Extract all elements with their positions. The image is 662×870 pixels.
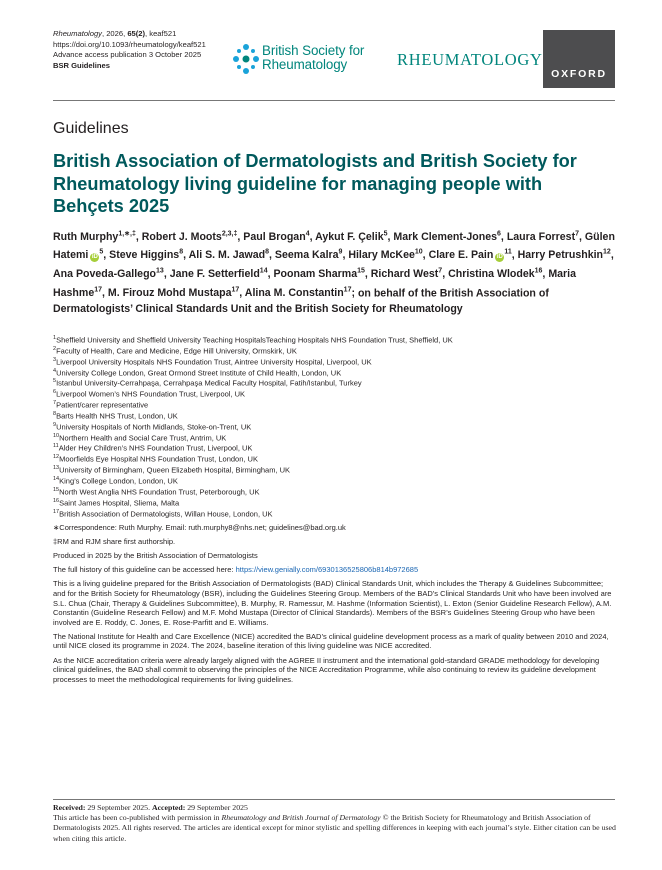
author-separator: ,	[500, 230, 507, 243]
affiliation-item	[53, 453, 613, 464]
author-separator: ,	[102, 287, 108, 300]
author-affiliation-marker: 10	[414, 248, 423, 256]
author-name: Alina M. Constantin	[244, 287, 344, 300]
affiliation-item	[53, 367, 613, 378]
produced-note: Produced in 2025 by the British Association of Dermatologists	[53, 551, 258, 561]
affiliation-item	[53, 399, 613, 410]
affiliation-item	[53, 377, 613, 388]
affiliation-item	[53, 410, 613, 421]
author-name: M. Firouz Mohd Mustapa	[107, 287, 232, 300]
history-link[interactable]: https://view.genially.com/6930136525806b814b972685	[235, 565, 419, 575]
author-name: Poonam Sharma	[273, 268, 358, 281]
affiliation-item	[53, 345, 613, 356]
affiliation-text: Liverpool University Hospitals NHS Foundation Trust, Aintree University Hospital, Liverpool, UK	[56, 357, 372, 367]
author-separator: ,	[387, 230, 394, 243]
author-affiliation-marker: 5	[383, 230, 388, 237]
author-name: Ana Poveda-Gallego	[53, 268, 157, 281]
author-name: Ruth Murphy	[53, 230, 119, 243]
affiliation-item	[53, 475, 613, 486]
author-name: Ali S. M. Jawad	[188, 249, 266, 262]
affiliation-text: Istanbul University-Cerrahpaşa, Cerrahpaşa Medical Faculty Hospital, Fatih/Istanbul, Turkey	[56, 378, 362, 388]
affiliation-number: 14	[53, 475, 60, 482]
affiliation-number: 16	[53, 497, 60, 504]
author-separator: ,	[342, 249, 349, 262]
copyright-journals: Rheumatology and British Journal of Dermatology	[221, 813, 381, 823]
author-separator: ,	[579, 230, 585, 243]
author	[53, 268, 170, 280]
orcid-icon[interactable]: iD	[91, 254, 98, 261]
article-notes	[53, 523, 613, 689]
author-separator: ,	[422, 249, 429, 262]
author-name: Robert J. Moots	[141, 230, 222, 243]
author	[189, 249, 275, 261]
bsr-line-2: Rheumatology	[262, 57, 348, 72]
author-name: Hilary McKee	[348, 249, 415, 262]
author-separator: ,	[237, 230, 244, 243]
affiliation-item	[53, 486, 613, 497]
article-id: , keaf521	[145, 29, 177, 38]
citation-block	[53, 29, 206, 71]
footer-divider	[53, 799, 615, 800]
author-affiliation-marker: 8	[179, 248, 184, 256]
author-affiliation-marker: 13	[156, 267, 164, 275]
affiliation-text: British Association of Dermatologists, Willan House, London, UK	[59, 509, 273, 518]
affiliation-item	[53, 432, 613, 443]
bsr-logo-text	[262, 44, 364, 72]
advance-access: Advance access publication 3 October 2025	[53, 50, 202, 60]
journal-wordmark: RHEUMATOLOGY	[397, 50, 543, 69]
affiliation-number: 3	[53, 356, 57, 363]
affiliation-number: 12	[53, 454, 60, 461]
affiliation-text: North West Anglia NHS Foundation Trust, Peterborough, UK	[59, 487, 260, 497]
copyright-part-1: This article has been co-published with permission in	[53, 813, 222, 823]
author	[273, 268, 370, 280]
history-prefix: The full history of this guideline can be accessed here:	[53, 565, 236, 575]
article-footer	[53, 803, 618, 844]
author	[142, 231, 244, 243]
doi-link[interactable]: https://doi.org/10.1093/rheumatology/keaf521	[53, 39, 206, 49]
author-name: Gülen Hatemi	[53, 230, 615, 262]
author	[315, 231, 393, 243]
author-separator: ,	[183, 249, 189, 262]
header-divider	[53, 100, 615, 101]
nice-note: The National Institute for Health and Care Excellence (NICE) accredited the BAD’s clinical guideline development process as a mark of quality between 2010 and 2024, until NICE closed its programme in 2024. The 2024, baseline iteration of this living guideline was NICE accredited.	[53, 631, 609, 651]
author-name: Mark Clement-Jones	[393, 230, 498, 243]
affiliation-text: Sheffield University and Sheffield University Teaching HospitalsTeaching Hospitals NHS Foundation Trust, Sheffield, UK	[56, 335, 453, 345]
publisher-logo	[543, 30, 615, 88]
author-affiliation-marker: 17	[343, 286, 352, 294]
affiliation-number: 5	[53, 378, 57, 385]
author-separator: ,	[239, 287, 245, 300]
author-name: Clare E. Pain	[428, 249, 494, 262]
author-name: Aykut F. Çelik	[315, 230, 384, 243]
received-label: Received:	[53, 803, 86, 812]
authors-tail: on behalf of the British Association of Dermatologists’ Clinical Standards Unit and the British Society for Rheumatology	[53, 287, 549, 315]
author-separator: ;	[351, 287, 358, 300]
affiliation-text: University of Birmingham, Queen Elizabeth Hospital, Birmingham, UK	[59, 465, 291, 475]
affiliation-text: Liverpool Women’s NHS Foundation Trust, Liverpool, UK	[56, 389, 246, 399]
section-name: BSR Guidelines	[53, 60, 110, 70]
author	[507, 231, 585, 243]
affiliation-item	[53, 421, 613, 432]
affiliation-item	[53, 334, 613, 345]
author-name: Harry Petrushkin	[517, 249, 604, 262]
first-author-note: ‡RM and RJM share first authorship.	[53, 537, 176, 547]
history-note	[53, 565, 613, 575]
author	[448, 268, 548, 280]
volume-issue: 65(2)	[127, 29, 146, 38]
affiliation-number: 1	[53, 335, 57, 341]
author-list	[53, 226, 618, 317]
author	[275, 249, 348, 261]
affiliation-text: University College London, Great Ormond Street Institute of Child Health, London, UK	[56, 368, 342, 378]
author-name: Laura Forrest	[506, 230, 576, 243]
citation-line	[53, 29, 206, 40]
author-affiliation-marker: 11	[504, 248, 512, 256]
affiliation-item	[53, 356, 613, 367]
affiliation-text: Moorfields Eye Hospital NHS Foundation Trust, London, UK	[59, 454, 258, 464]
affiliation-number: 9	[53, 421, 57, 428]
affiliation-text: Patient/carer representative	[56, 400, 149, 410]
author-separator: ,	[610, 249, 614, 262]
affiliation-text: Faculty of Health, Care and Medicine, Edge Hill University, Ormskirk, UK	[56, 346, 297, 356]
affiliation-number: 11	[53, 443, 59, 450]
correspondence-note: ∗Correspondence: Ruth Murphy. Email: ruth.murphy8@nhs.net; guidelines@bad.org.uk	[53, 523, 346, 532]
author	[348, 249, 428, 261]
author-affiliation-marker: 15	[357, 267, 365, 275]
author-affiliation-marker: 8	[265, 248, 270, 256]
author	[243, 231, 315, 243]
affiliation-item	[53, 497, 613, 508]
author-affiliation-marker: 1,∗,‡	[118, 230, 136, 237]
author	[108, 287, 245, 299]
author-separator: ,	[135, 230, 142, 243]
author-separator: ,	[163, 268, 170, 281]
living-guideline-note: This is a living guideline prepared for the British Association of Dermatologists (BAD) Clinical Standards Unit, which includes the Therapy & Guidelines Subcommittee; and for the British Society for Rheumatology (BSR), including the Guidelines Steering Group. Members of the BAD’s Clinical Standards Unit who have been involved are S.L. Chua (Chair, Therapy & Guidelines Subcommittee), B. Murphy, R. Ramessur, M. Hashme (Information Scientist), L. Exton (Senior Guideline Research Fellow), A.M. Constantin (Guideline Research Fellow) and M.F. Mohd Mustapa (Director of Clinical Standards). Members of the BSR’s Guidelines Steering Group who have been involved are E. Roddy, C. Jones, E. Rose-Parfitt and E. Williams.	[53, 579, 612, 627]
affiliation-number: 13	[53, 465, 60, 472]
agree-note: As the NICE accreditation criteria were already largely aligned with the AGREE II instrument and the international gold-standard GRADE methodology for developing clinical guidelines, the BAD shall commit to observing the principles of the NICE Accreditation Programme, while also continuing to review its guideline development processes to meet the methodological requirements for living guidelines.	[53, 655, 600, 684]
author-affiliation-marker: 7	[438, 267, 443, 275]
author-separator: ,	[103, 249, 110, 262]
bsr-line-1: British Society for	[262, 43, 365, 58]
affiliation-number: 15	[53, 486, 60, 493]
affiliation-text: University Hospitals of North Midlands, Stoke-on-Trent, UK	[56, 422, 252, 432]
author-affiliation-marker: 17	[231, 286, 240, 294]
copyright-note	[53, 813, 618, 844]
affiliation-number: 7	[53, 400, 57, 407]
author-separator: ,	[309, 230, 316, 243]
author	[170, 268, 274, 280]
author-affiliation-marker: 2,3,‡	[221, 230, 238, 237]
author	[518, 249, 614, 261]
affiliation-text: Barts Health NHS Trust, London, UK	[56, 411, 178, 421]
affiliation-item	[53, 508, 613, 519]
author-affiliation-marker: 9	[338, 248, 343, 256]
accepted-label: Accepted:	[151, 803, 186, 812]
author-name: Seema Kalra	[274, 249, 339, 262]
author-separator: ,	[269, 249, 275, 262]
affiliation-text: Alder Hey Children’s NHS Foundation Trust, Liverpool, UK	[58, 443, 253, 453]
author-name: Christina Wlodek	[448, 268, 535, 281]
author-name: Jane F. Setterfield	[169, 268, 260, 281]
author	[393, 231, 506, 243]
affiliation-text: Saint James Hospital, Sliema, Malta	[59, 498, 180, 508]
publisher-name: OXFORD	[551, 68, 607, 80]
affiliation-text: King’s College London, London, UK	[59, 476, 178, 486]
citation-year: , 2026,	[101, 29, 128, 38]
author-name: Maria Hashme	[53, 268, 576, 300]
journal-name: Rheumatology	[53, 29, 102, 38]
received-date: 29 September 2025.	[85, 803, 152, 812]
author-separator: ,	[442, 268, 449, 281]
author	[429, 249, 518, 261]
affiliation-number: 8	[53, 410, 57, 417]
accepted-date: 29 September 2025	[185, 803, 248, 812]
orcid-icon[interactable]: iD	[496, 254, 503, 261]
author-separator: ,	[542, 268, 549, 281]
author-affiliation-marker: 5	[99, 248, 104, 256]
affiliation-list	[53, 334, 613, 518]
author-affiliation-marker: 14	[259, 267, 268, 275]
copyright-part-2: © the British Society for Rheumatology and British Association of Dermatologists 2025. All rights reserved. The articles are identical except for minor stylistic and spelling differences in keeping with each journal’s style. Either citation can be used when citing this article.	[53, 813, 616, 843]
author-affiliation-marker: 7	[575, 230, 580, 237]
affiliation-number: 4	[53, 367, 57, 374]
author	[109, 249, 188, 261]
article-title: British Association of Dermatologists and British Society for Rheumatology living guideline for managing people with Behçets 2025	[53, 151, 577, 216]
author-separator: ,	[511, 249, 518, 262]
author-affiliation-marker: 4	[305, 230, 310, 237]
affiliation-number: 6	[53, 389, 57, 396]
author	[53, 231, 142, 243]
affiliation-number: 10	[53, 432, 60, 439]
author-affiliation-marker: 16	[534, 267, 543, 275]
author	[371, 268, 448, 280]
affiliation-number: 2	[53, 345, 57, 352]
dates-line	[53, 803, 618, 813]
author-separator: ,	[364, 268, 371, 281]
author-affiliation-marker: 12	[603, 248, 611, 256]
author-name: Steve Higgins	[109, 249, 180, 262]
author-name: Paul Brogan	[243, 230, 306, 243]
affiliation-item	[53, 442, 613, 453]
author-affiliation-marker: 17	[94, 286, 103, 294]
affiliation-number: 17	[53, 508, 60, 515]
author-name: Richard West	[370, 268, 439, 281]
article-type-label: Guidelines	[53, 120, 129, 137]
author-affiliation-marker: 6	[497, 230, 501, 237]
author-separator: ,	[267, 268, 274, 281]
affiliation-item	[53, 464, 613, 475]
affiliation-text: Northern Health and Social Care Trust, Antrim, UK	[59, 433, 227, 443]
author	[245, 287, 358, 299]
affiliation-item	[53, 388, 613, 399]
